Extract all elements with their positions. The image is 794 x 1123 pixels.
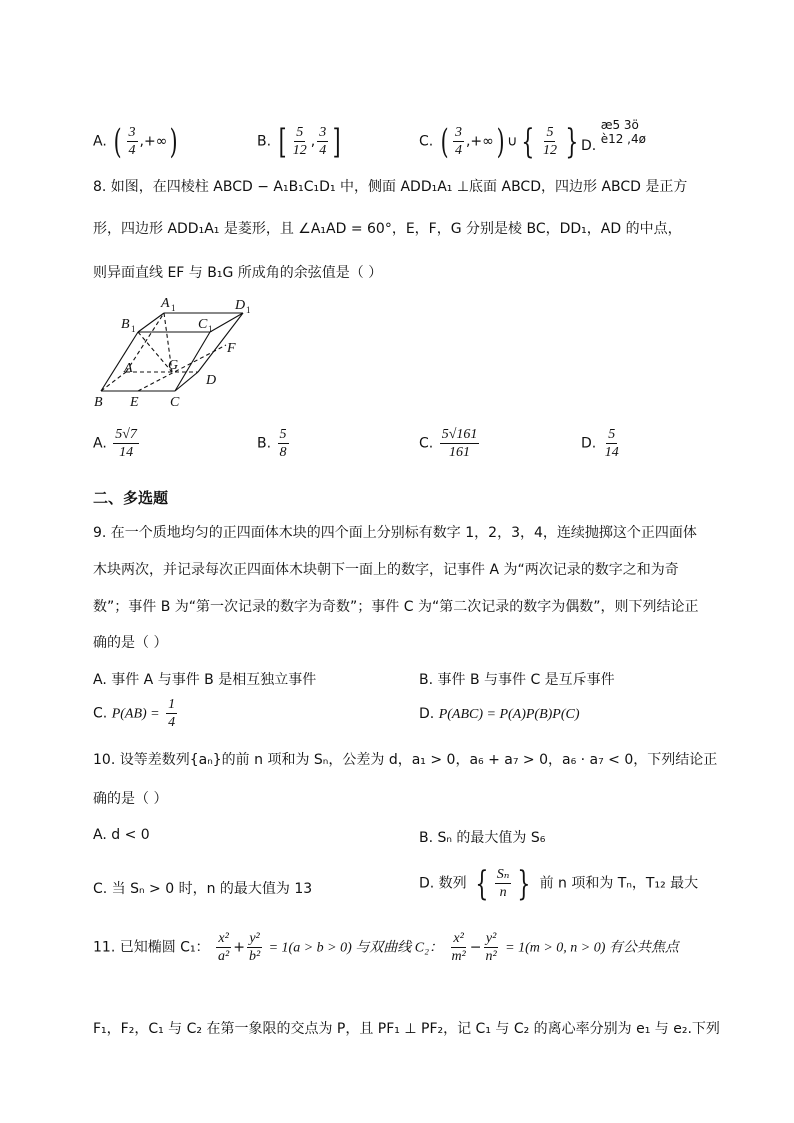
q8-line-3: 则异面直线 EF 与 B₁G 所成角的余弦值是（ ） [93, 265, 383, 281]
label-d: D [206, 373, 217, 388]
q7-option-c: C. ( $\frac{3}{4}$ ,+∞) ∪ { $\frac{5}{12}$ } [419, 121, 579, 162]
q11-line-2: F₁，F₂，C₁ 与 C₂ 在第一象限的交点为 P，且 PF₁ ⊥ PF₂，记 C₁ 与 C₂ 的离心率分别为 e₁ 与 e₂.下列 [93, 1021, 720, 1037]
q8-line-1: 8. 如图，在四棱柱 ABCD − A₁B₁C₁D₁ 中，侧面 ADD₁A₁ ⊥底面 ABCD，四边形 ABCD 是正方 [93, 179, 688, 195]
q7-option-a: A. ( $\frac{3}{4}$ ,+∞) [93, 121, 178, 162]
q10-line-1: 10. 设等差数列{aₙ}的前 n 项和为 Sₙ，公差为 d，a₁ > 0，a₆ + a₇ > 0，a₆ · a₇ < 0，下列结论正 [93, 752, 718, 768]
label-c1: C [198, 317, 208, 332]
svg-text:1: 1 [131, 324, 136, 334]
q9-option-d: D. P(ABC) = P(A)P(B)P(C) [419, 706, 580, 722]
label-a: A [124, 361, 133, 376]
label-g: G [168, 358, 179, 373]
q10-option-a: A. d < 0 [93, 827, 150, 843]
q10-line-2: 确的是（ ） [93, 791, 168, 807]
label-c: C [170, 395, 180, 410]
q10-option-c: C. 当 Sₙ > 0 时，n 的最大值为 13 [93, 881, 313, 897]
q9-line-2: 木块两次，并记录每次正四面体木块朝下一面上的数字，记事件 A 为“两次记录的数字之和为奇 [93, 562, 679, 578]
q9-option-b: B. 事件 B 与事件 C 是互斥事件 [419, 672, 615, 688]
q7-option-d: D. æ5 3ö è12 ,4ø [581, 118, 646, 154]
label-a1: A [161, 296, 170, 311]
label-b1: B [121, 317, 130, 332]
q8-option-b: B. $\frac{5}{8}$ [257, 427, 287, 460]
prism-figure [88, 292, 268, 412]
label-f: F [227, 341, 236, 356]
q9-option-a: A. 事件 A 与事件 B 是相互独立事件 [93, 672, 317, 688]
q8-option-d: D. $\frac{5}{14}$ [581, 427, 619, 460]
q10-option-d: D. 数列 { $\frac{\text{Sₙ}}{n}$ } 前 n 项和为 Tₙ，T₁₂ 最大 [419, 863, 699, 904]
label-b: B [94, 395, 103, 410]
q10-option-b: B. Sₙ 的最大值为 S₆ [419, 830, 546, 846]
q9-line-3: 数”；事件 B 为“第一次记录的数字为奇数”；事件 C 为“第二次记录的数字为偶数”，则下列结论正 [93, 599, 699, 615]
q7-option-b: B. [ $\frac{5}{12}$ , $\frac{3}{4}$ ] [257, 121, 341, 162]
label-d1: D [235, 298, 246, 313]
q9-line-1: 9. 在一个质地均匀的正四面体木块的四个面上分别标有数字 1，2，3，4，连续抛掷这个正四面体 [93, 525, 697, 541]
svg-text:1: 1 [208, 324, 213, 334]
q9-option-c: C. P(AB) = $\frac{1}{4}$ [93, 697, 176, 730]
fraction: $\frac{3}{4}$ [128, 125, 136, 158]
label-e: E [130, 395, 139, 410]
q8-line-2: 形，四边形 ADD₁A₁ 是菱形，且 ∠A₁AD = 60°，E，F，G 分别是棱 BC，DD₁，AD 的中点， [93, 221, 682, 237]
section-title-multiple-choice: 二、多选题 [93, 489, 169, 507]
q11-line-1: 11. 已知椭圆 C₁： $\frac{\text{x²}}{\text{a²}}$ + $\frac{\text{y²}}{\text{b²}}$ = 1(a > b > 0) 与双曲线 C₂： $\frac{\text{x²}}{\text{m²}}$ − $\frac{\text{y²}}{\text{n²}}$ = 1(m > 0, n > 0) 有公共焦点 [93, 931, 679, 964]
svg-text:1: 1 [171, 303, 176, 313]
q9-line-4: 确的是（ ） [93, 635, 168, 651]
svg-text:1: 1 [246, 305, 251, 315]
q8-option-c: C. $\frac{5√161}{161}$ [419, 427, 478, 460]
q8-option-a: A. $\frac{5√7}{14}$ [93, 427, 137, 460]
